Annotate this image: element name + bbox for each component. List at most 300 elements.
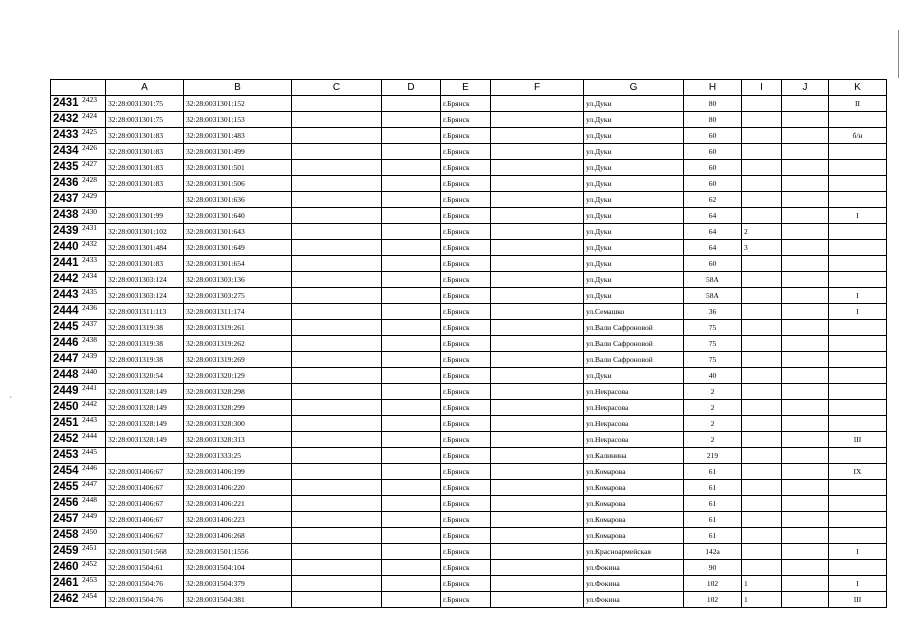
cell-k[interactable] xyxy=(782,128,829,144)
cell-d[interactable] xyxy=(292,496,382,512)
cell-i[interactable]: 75 xyxy=(684,336,742,352)
cell-j[interactable] xyxy=(742,416,782,432)
cell-f[interactable]: г.Брянск xyxy=(441,256,491,272)
cell-k[interactable] xyxy=(782,304,829,320)
cell-f[interactable]: г.Брянск xyxy=(441,144,491,160)
cell-b[interactable]: 32:28:0031328:149 xyxy=(106,432,184,448)
cell-b[interactable]: 32:28:0031406:67 xyxy=(106,528,184,544)
cell-c[interactable]: 32:28:0031301:152 xyxy=(184,96,292,112)
cell-k[interactable] xyxy=(782,448,829,464)
cell-i[interactable]: 62 xyxy=(684,192,742,208)
cell-f[interactable]: г.Брянск xyxy=(441,592,491,608)
cell-l[interactable] xyxy=(829,368,887,384)
cell-i[interactable]: 58А xyxy=(684,288,742,304)
row-number-cell[interactable] xyxy=(51,448,106,464)
cell-d[interactable] xyxy=(292,512,382,528)
cell-c[interactable]: 32:28:0031301:153 xyxy=(184,112,292,128)
cell-c[interactable]: 32:28:0031301:636 xyxy=(184,192,292,208)
cell-i[interactable]: 2 xyxy=(684,400,742,416)
cell-l[interactable] xyxy=(829,192,887,208)
cell-b[interactable]: 32:28:0031301:83 xyxy=(106,144,184,160)
cell-k[interactable] xyxy=(782,272,829,288)
cell-e[interactable] xyxy=(382,144,441,160)
row-number-cell[interactable] xyxy=(51,96,106,112)
cell-k[interactable] xyxy=(782,464,829,480)
row-number-cell[interactable] xyxy=(51,320,106,336)
cell-j[interactable] xyxy=(742,160,782,176)
cell-f[interactable]: г.Брянск xyxy=(441,320,491,336)
cell-l[interactable] xyxy=(829,224,887,240)
cell-h[interactable]: ул.Дуки xyxy=(584,144,684,160)
cell-i[interactable]: 64 xyxy=(684,240,742,256)
cell-f[interactable]: г.Брянск xyxy=(441,480,491,496)
row-number-cell[interactable] xyxy=(51,112,106,128)
cell-c[interactable]: 32:28:0031301:649 xyxy=(184,240,292,256)
cell-h[interactable]: ул.Дуки xyxy=(584,288,684,304)
cell-j[interactable] xyxy=(742,128,782,144)
row-number-cell[interactable] xyxy=(51,288,106,304)
cell-h[interactable]: ул.Фокина xyxy=(584,576,684,592)
cell-k[interactable] xyxy=(782,400,829,416)
cell-c[interactable]: 32:28:0031406:199 xyxy=(184,464,292,480)
cell-e[interactable] xyxy=(382,256,441,272)
cell-b[interactable]: 32:28:0031319:38 xyxy=(106,352,184,368)
cell-c[interactable]: 32:28:0031320:129 xyxy=(184,368,292,384)
cell-i[interactable]: 36 xyxy=(684,304,742,320)
cell-g[interactable] xyxy=(491,400,584,416)
cell-c[interactable]: 32:28:0031301:506 xyxy=(184,176,292,192)
cell-d[interactable] xyxy=(292,432,382,448)
cell-b[interactable]: 32:28:0031303:124 xyxy=(106,272,184,288)
cell-i[interactable]: 2 xyxy=(684,384,742,400)
cell-d[interactable] xyxy=(292,336,382,352)
cell-e[interactable] xyxy=(382,528,441,544)
cell-g[interactable] xyxy=(491,208,584,224)
cell-c[interactable]: 32:28:0031311:174 xyxy=(184,304,292,320)
cell-d[interactable] xyxy=(292,192,382,208)
cell-i[interactable]: 75 xyxy=(684,320,742,336)
cell-j[interactable] xyxy=(742,304,782,320)
cell-h[interactable]: ул.Некрасова xyxy=(584,384,684,400)
cell-h[interactable]: ул.Дуки xyxy=(584,128,684,144)
cell-k[interactable] xyxy=(782,352,829,368)
cell-f[interactable]: г.Брянск xyxy=(441,528,491,544)
cell-e[interactable] xyxy=(382,480,441,496)
cell-l[interactable] xyxy=(829,512,887,528)
cell-b[interactable]: 32:28:0031303:124 xyxy=(106,288,184,304)
cell-d[interactable] xyxy=(292,544,382,560)
cell-l[interactable] xyxy=(829,176,887,192)
cell-b[interactable]: 32:28:0031319:38 xyxy=(106,336,184,352)
cell-e[interactable] xyxy=(382,112,441,128)
cell-l[interactable]: I xyxy=(829,576,887,592)
cell-e[interactable] xyxy=(382,560,441,576)
cell-l[interactable] xyxy=(829,528,887,544)
cell-l[interactable]: I xyxy=(829,288,887,304)
cell-b[interactable]: 32:28:0031406:67 xyxy=(106,512,184,528)
cell-i[interactable]: 80 xyxy=(684,112,742,128)
cell-h[interactable]: ул.Некрасова xyxy=(584,416,684,432)
cell-d[interactable] xyxy=(292,400,382,416)
cell-k[interactable] xyxy=(782,336,829,352)
cell-j[interactable] xyxy=(742,176,782,192)
cell-f[interactable]: г.Брянск xyxy=(441,576,491,592)
cell-d[interactable] xyxy=(292,256,382,272)
cell-d[interactable] xyxy=(292,528,382,544)
cell-k[interactable] xyxy=(782,416,829,432)
cell-h[interactable]: ул.Дуки xyxy=(584,112,684,128)
cell-b[interactable]: 32:28:0031504:61 xyxy=(106,560,184,576)
cell-f[interactable]: г.Брянск xyxy=(441,240,491,256)
cell-g[interactable] xyxy=(491,528,584,544)
cell-e[interactable] xyxy=(382,320,441,336)
row-number-cell[interactable] xyxy=(51,352,106,368)
row-number-cell[interactable] xyxy=(51,400,106,416)
cell-j[interactable] xyxy=(742,528,782,544)
cell-j[interactable] xyxy=(742,432,782,448)
cell-f[interactable]: г.Брянск xyxy=(441,160,491,176)
cell-l[interactable]: III xyxy=(829,592,887,608)
cell-d[interactable] xyxy=(292,368,382,384)
cell-g[interactable] xyxy=(491,336,584,352)
cell-c[interactable]: 32:28:0031301:483 xyxy=(184,128,292,144)
cell-d[interactable] xyxy=(292,352,382,368)
cell-f[interactable]: г.Брянск xyxy=(441,368,491,384)
cell-e[interactable] xyxy=(382,224,441,240)
cell-j[interactable]: 3 xyxy=(742,240,782,256)
cell-i[interactable]: 60 xyxy=(684,256,742,272)
cell-g[interactable] xyxy=(491,112,584,128)
cell-k[interactable] xyxy=(782,480,829,496)
cell-l[interactable] xyxy=(829,448,887,464)
cell-g[interactable] xyxy=(491,352,584,368)
cell-k[interactable] xyxy=(782,112,829,128)
cell-b[interactable]: 32:28:0031406:67 xyxy=(106,464,184,480)
row-number-cell[interactable] xyxy=(51,384,106,400)
cell-k[interactable] xyxy=(782,528,829,544)
row-number-cell[interactable] xyxy=(51,304,106,320)
cell-k[interactable] xyxy=(782,384,829,400)
cell-k[interactable] xyxy=(782,576,829,592)
cell-d[interactable] xyxy=(292,304,382,320)
cell-c[interactable]: 32:28:0031301:654 xyxy=(184,256,292,272)
cell-c[interactable]: 32:28:0031406:268 xyxy=(184,528,292,544)
cell-k[interactable] xyxy=(782,320,829,336)
cell-j[interactable]: 1 xyxy=(742,576,782,592)
row-number-cell[interactable] xyxy=(51,208,106,224)
cell-h[interactable]: ул.Дуки xyxy=(584,176,684,192)
cell-g[interactable] xyxy=(491,240,584,256)
cell-f[interactable]: г.Брянск xyxy=(441,544,491,560)
cell-e[interactable] xyxy=(382,272,441,288)
cell-e[interactable] xyxy=(382,336,441,352)
cell-i[interactable]: 61 xyxy=(684,480,742,496)
cell-f[interactable]: г.Брянск xyxy=(441,96,491,112)
cell-e[interactable] xyxy=(382,576,441,592)
cell-f[interactable]: г.Брянск xyxy=(441,176,491,192)
cell-h[interactable]: ул.Дуки xyxy=(584,368,684,384)
cell-k[interactable] xyxy=(782,192,829,208)
cell-d[interactable] xyxy=(292,240,382,256)
cell-c[interactable]: 32:28:0031406:220 xyxy=(184,480,292,496)
cell-g[interactable] xyxy=(491,512,584,528)
cell-e[interactable] xyxy=(382,352,441,368)
cell-d[interactable] xyxy=(292,592,382,608)
cell-g[interactable] xyxy=(491,432,584,448)
cell-f[interactable]: г.Брянск xyxy=(441,384,491,400)
cell-e[interactable] xyxy=(382,240,441,256)
cell-h[interactable]: ул.Семашко xyxy=(584,304,684,320)
cell-b[interactable]: 32:28:0031301:83 xyxy=(106,176,184,192)
cell-h[interactable]: ул.Комарова xyxy=(584,464,684,480)
cell-i[interactable]: 64 xyxy=(684,208,742,224)
cell-l[interactable] xyxy=(829,480,887,496)
row-number-cell[interactable] xyxy=(51,368,106,384)
cell-e[interactable] xyxy=(382,400,441,416)
cell-i[interactable]: 60 xyxy=(684,128,742,144)
cell-l[interactable]: I xyxy=(829,208,887,224)
cell-d[interactable] xyxy=(292,416,382,432)
cell-f[interactable]: г.Брянск xyxy=(441,432,491,448)
cell-e[interactable] xyxy=(382,592,441,608)
cell-k[interactable] xyxy=(782,288,829,304)
cell-e[interactable] xyxy=(382,512,441,528)
cell-h[interactable]: ул.Дуки xyxy=(584,224,684,240)
cell-f[interactable]: г.Брянск xyxy=(441,112,491,128)
cell-d[interactable] xyxy=(292,320,382,336)
cell-c[interactable]: 32:28:0031301:643 xyxy=(184,224,292,240)
cell-k[interactable] xyxy=(782,592,829,608)
cell-k[interactable] xyxy=(782,512,829,528)
cell-b[interactable]: 32:28:0031406:67 xyxy=(106,496,184,512)
cell-g[interactable] xyxy=(491,304,584,320)
cell-i[interactable]: 142а xyxy=(684,544,742,560)
cell-f[interactable]: г.Брянск xyxy=(441,208,491,224)
cell-e[interactable] xyxy=(382,176,441,192)
cell-d[interactable] xyxy=(292,448,382,464)
cell-b[interactable]: 32:28:0031504:76 xyxy=(106,592,184,608)
cell-b[interactable]: 32:28:0031301:75 xyxy=(106,96,184,112)
cell-e[interactable] xyxy=(382,416,441,432)
cell-g[interactable] xyxy=(491,384,584,400)
cell-i[interactable]: 64 xyxy=(684,224,742,240)
cell-g[interactable] xyxy=(491,224,584,240)
row-number-cell[interactable] xyxy=(51,560,106,576)
cell-e[interactable] xyxy=(382,432,441,448)
cell-d[interactable] xyxy=(292,112,382,128)
cell-c[interactable]: 32:28:0031301:640 xyxy=(184,208,292,224)
cell-j[interactable] xyxy=(742,192,782,208)
cell-h[interactable]: ул.Некрасова xyxy=(584,432,684,448)
cell-h[interactable]: ул.Комарова xyxy=(584,480,684,496)
cell-g[interactable] xyxy=(491,448,584,464)
cell-k[interactable] xyxy=(782,96,829,112)
cell-g[interactable] xyxy=(491,256,584,272)
cell-l[interactable]: I xyxy=(829,544,887,560)
cell-d[interactable] xyxy=(292,480,382,496)
cell-b[interactable]: 32:28:0031328:149 xyxy=(106,384,184,400)
cell-b[interactable]: 32:28:0031328:149 xyxy=(106,400,184,416)
cell-f[interactable]: г.Брянск xyxy=(441,336,491,352)
cell-f[interactable]: г.Брянск xyxy=(441,304,491,320)
cell-l[interactable]: I xyxy=(829,304,887,320)
cell-b[interactable]: 32:28:0031501:568 xyxy=(106,544,184,560)
cell-e[interactable] xyxy=(382,96,441,112)
row-number-cell[interactable] xyxy=(51,416,106,432)
cell-h[interactable]: ул.Дуки xyxy=(584,256,684,272)
cell-l[interactable] xyxy=(829,112,887,128)
cell-b[interactable]: 32:28:0031311:113 xyxy=(106,304,184,320)
cell-c[interactable]: 32:28:0031328:298 xyxy=(184,384,292,400)
cell-g[interactable] xyxy=(491,176,584,192)
cell-i[interactable]: 219 xyxy=(684,448,742,464)
cell-k[interactable] xyxy=(782,176,829,192)
cell-l[interactable]: б/н xyxy=(829,128,887,144)
cell-c[interactable]: 32:28:0031319:261 xyxy=(184,320,292,336)
cell-j[interactable] xyxy=(742,272,782,288)
cell-e[interactable] xyxy=(382,208,441,224)
cell-c[interactable]: 32:28:0031328:299 xyxy=(184,400,292,416)
cell-g[interactable] xyxy=(491,416,584,432)
cell-b[interactable] xyxy=(106,448,184,464)
row-number-cell[interactable] xyxy=(51,592,106,608)
cell-c[interactable]: 32:28:0031504:104 xyxy=(184,560,292,576)
cell-k[interactable] xyxy=(782,560,829,576)
cell-g[interactable] xyxy=(491,560,584,576)
cell-k[interactable] xyxy=(782,208,829,224)
cell-h[interactable]: ул.Вали Сафроновой xyxy=(584,320,684,336)
row-number-cell[interactable] xyxy=(51,176,106,192)
cell-e[interactable] xyxy=(382,544,441,560)
cell-e[interactable] xyxy=(382,384,441,400)
cell-e[interactable] xyxy=(382,288,441,304)
cell-g[interactable] xyxy=(491,320,584,336)
row-number-cell[interactable] xyxy=(51,160,106,176)
row-number-cell[interactable] xyxy=(51,480,106,496)
cell-e[interactable] xyxy=(382,496,441,512)
cell-f[interactable]: г.Брянск xyxy=(441,512,491,528)
cell-f[interactable]: г.Брянск xyxy=(441,192,491,208)
row-number-cell[interactable] xyxy=(51,464,106,480)
cell-c[interactable]: 32:28:0031501:1556 xyxy=(184,544,292,560)
cell-b[interactable]: 32:28:0031504:76 xyxy=(106,576,184,592)
cell-c[interactable]: 32:28:0031319:269 xyxy=(184,352,292,368)
cell-h[interactable]: ул.Фокина xyxy=(584,592,684,608)
cell-l[interactable] xyxy=(829,240,887,256)
cell-h[interactable]: ул.Комарова xyxy=(584,496,684,512)
cell-g[interactable] xyxy=(491,496,584,512)
cell-i[interactable]: 60 xyxy=(684,160,742,176)
cell-g[interactable] xyxy=(491,272,584,288)
cell-d[interactable] xyxy=(292,224,382,240)
cell-c[interactable]: 32:28:0031406:221 xyxy=(184,496,292,512)
cell-f[interactable]: г.Брянск xyxy=(441,448,491,464)
cell-k[interactable] xyxy=(782,256,829,272)
cell-h[interactable]: ул.Дуки xyxy=(584,192,684,208)
cell-f[interactable]: г.Брянск xyxy=(441,560,491,576)
cell-c[interactable]: 32:28:0031319:262 xyxy=(184,336,292,352)
cell-f[interactable]: г.Брянск xyxy=(441,352,491,368)
cell-e[interactable] xyxy=(382,464,441,480)
cell-b[interactable]: 32:28:0031301:83 xyxy=(106,160,184,176)
cell-g[interactable] xyxy=(491,160,584,176)
cell-e[interactable] xyxy=(382,304,441,320)
cell-g[interactable] xyxy=(491,128,584,144)
row-number-cell[interactable] xyxy=(51,528,106,544)
cell-i[interactable]: 58А xyxy=(684,272,742,288)
cell-l[interactable] xyxy=(829,160,887,176)
cell-h[interactable]: ул.Фокина xyxy=(584,560,684,576)
cell-k[interactable] xyxy=(782,544,829,560)
cell-k[interactable] xyxy=(782,432,829,448)
cell-h[interactable]: ул.Комарова xyxy=(584,528,684,544)
cell-l[interactable] xyxy=(829,144,887,160)
cell-h[interactable]: ул.Дуки xyxy=(584,240,684,256)
cell-i[interactable]: 61 xyxy=(684,496,742,512)
cell-j[interactable] xyxy=(742,144,782,160)
cell-i[interactable]: 102 xyxy=(684,576,742,592)
cell-c[interactable]: 32:28:0031504:379 xyxy=(184,576,292,592)
cell-g[interactable] xyxy=(491,368,584,384)
cell-d[interactable] xyxy=(292,128,382,144)
cell-h[interactable]: ул.Вали Сафроновой xyxy=(584,336,684,352)
cell-d[interactable] xyxy=(292,560,382,576)
cell-g[interactable] xyxy=(491,96,584,112)
cell-i[interactable]: 61 xyxy=(684,528,742,544)
cell-j[interactable] xyxy=(742,448,782,464)
row-number-cell[interactable] xyxy=(51,256,106,272)
cell-j[interactable] xyxy=(742,384,782,400)
cell-c[interactable]: 32:28:0031406:223 xyxy=(184,512,292,528)
cell-e[interactable] xyxy=(382,192,441,208)
cell-j[interactable] xyxy=(742,256,782,272)
cell-i[interactable]: 75 xyxy=(684,352,742,368)
cell-k[interactable] xyxy=(782,368,829,384)
cell-j[interactable] xyxy=(742,560,782,576)
cell-j[interactable] xyxy=(742,336,782,352)
cell-g[interactable] xyxy=(491,592,584,608)
cell-j[interactable] xyxy=(742,368,782,384)
row-number-cell[interactable] xyxy=(51,576,106,592)
cell-g[interactable] xyxy=(491,576,584,592)
cell-l[interactable]: III xyxy=(829,432,887,448)
cell-e[interactable] xyxy=(382,448,441,464)
cell-d[interactable] xyxy=(292,176,382,192)
cell-h[interactable]: ул.Дуки xyxy=(584,208,684,224)
row-number-cell[interactable] xyxy=(51,144,106,160)
cell-j[interactable]: 1 xyxy=(742,592,782,608)
cell-h[interactable]: ул.Красноармейская xyxy=(584,544,684,560)
cell-b[interactable]: 32:28:0031301:75 xyxy=(106,112,184,128)
cell-c[interactable]: 32:28:0031328:300 xyxy=(184,416,292,432)
cell-k[interactable] xyxy=(782,144,829,160)
cell-l[interactable] xyxy=(829,336,887,352)
cell-d[interactable] xyxy=(292,464,382,480)
cell-i[interactable]: 2 xyxy=(684,416,742,432)
cell-c[interactable]: 32:28:0031303:275 xyxy=(184,288,292,304)
row-number-cell[interactable] xyxy=(51,336,106,352)
cell-l[interactable] xyxy=(829,400,887,416)
cell-c[interactable]: 32:28:0031333:25 xyxy=(184,448,292,464)
cell-i[interactable]: 90 xyxy=(684,560,742,576)
cell-k[interactable] xyxy=(782,160,829,176)
cell-c[interactable]: 32:28:0031328:313 xyxy=(184,432,292,448)
cell-l[interactable] xyxy=(829,352,887,368)
cell-j[interactable] xyxy=(742,320,782,336)
row-number-cell[interactable] xyxy=(51,512,106,528)
cell-j[interactable] xyxy=(742,208,782,224)
cell-i[interactable]: 60 xyxy=(684,176,742,192)
